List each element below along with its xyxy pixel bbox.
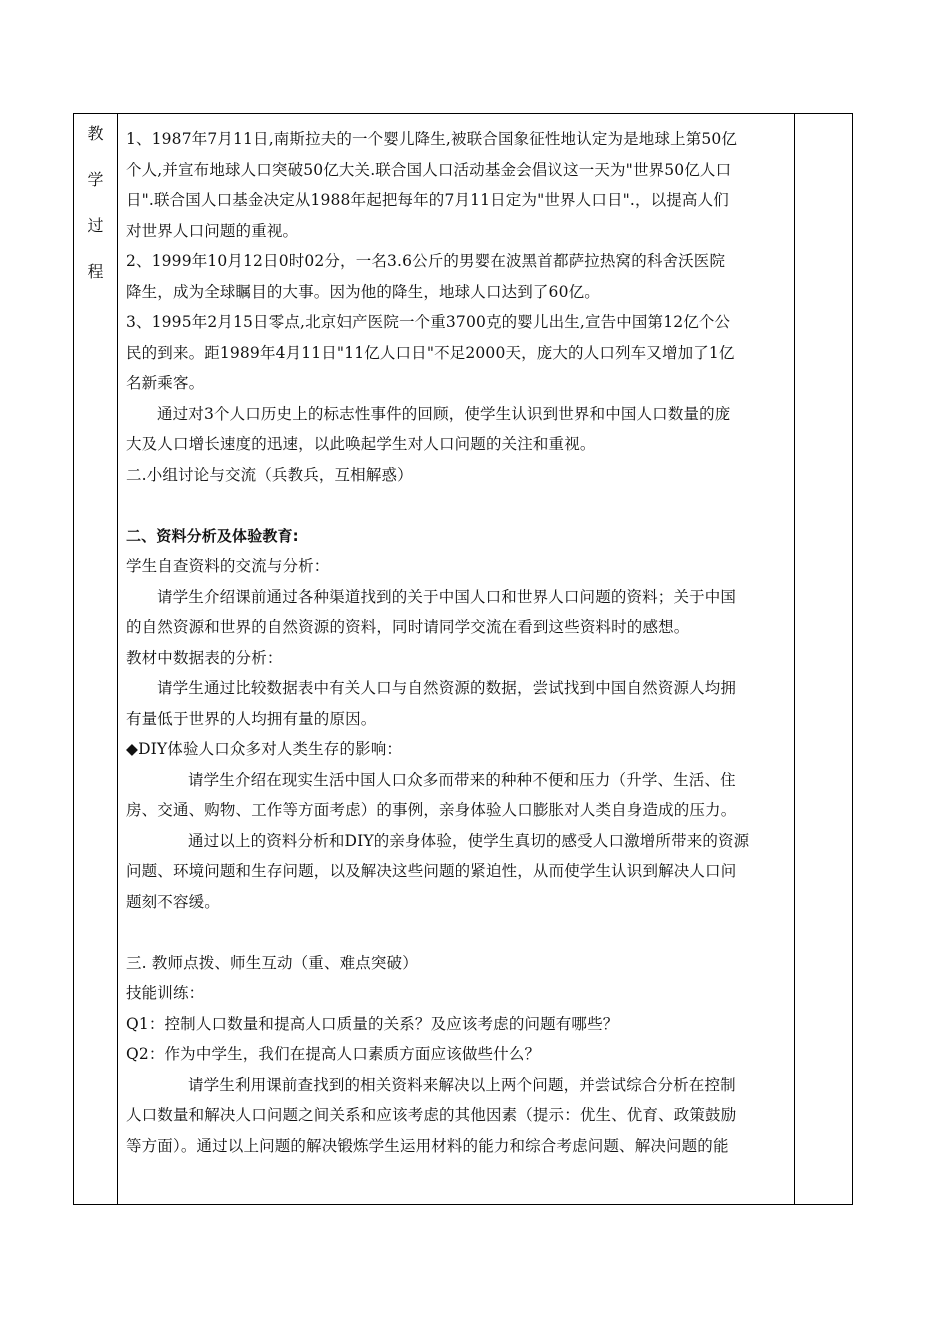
column-divider [117,114,118,1204]
text-line: 2、1999年10月12日0时02分，一名3.6公斤的男婴在波黑首都萨拉热窝的科舍沃医院 [126,252,726,270]
section-label [74,126,117,310]
text-line: 名新乘客。 [126,374,205,392]
text-line: 问题、环境问题和生存问题，以及解决这些问题的紧迫性，从而使学生认识到解决人口问 [126,862,737,880]
question-line: Q1：控制人口数量和提高人口质量的关系？及应该考虑的问题有哪些？ [126,1014,619,1033]
text-line: 通过对3个人口历史上的标志性事件的回顾，使学生认识到世界和中国人口数量的庞 [157,404,731,423]
text-line: 人口数量和解决人口问题之间关系和应该考虑的其他因素（提示：优生、优育、政策鼓励 [126,1106,737,1124]
text-line: 请学生通过比较数据表中有关人口与自然资源的数据，尝试找到中国自然资源人均拥 [157,679,737,697]
text-line: 通过以上的资料分析和DIY的亲身体验，使学生真切的感受人口激增所带来的资源 [188,831,750,850]
text-line: 降生，成为全球瞩目的大事。因为他的降生，地球人口达到了60亿。 [126,282,600,301]
text-line: 请学生介绍课前通过各种渠道找到的关于中国人口和世界人口问题的资料；关于中国 [157,587,737,606]
lesson-table [73,113,853,1205]
section-heading: 二、资料分析及体验教育: [126,526,299,545]
text-line: 对世界人口问题的重视。 [126,221,299,240]
label-char: 过 [87,216,104,235]
section-heading: 二.小组讨论与交流（兵教兵，互相解惑） [126,465,413,484]
text-line: 请学生利用课前查找到的相关资料来解决以上两个问题，并尝试综合分析在控制 [188,1075,736,1094]
section-heading: 三. 教师点拨、师生互动（重、难点突破） [126,953,418,972]
label-char: 教 [87,124,104,143]
text-line: 等方面）。通过以上问题的解决锻炼学生运用材料的能力和综合考虑问题、解决问题的能 [126,1136,729,1155]
teaching-process-content [126,124,790,1161]
label-char: 程 [87,262,104,281]
text-line: 1、1987年7月11日,南斯拉夫的一个婴儿降生,被联合国象征性地认定为是地球上第50亿 [126,130,738,148]
subheading: 学生自查资料的交流与分析： [126,557,330,575]
text-line: 房、交通、购物、工作等方面考虑）的事例，亲身体验人口膨胀对人类自身造成的压力。 [126,801,737,819]
text-line: 日".联合国人口基金决定从1988年起把每年的7月11日定为"世界人口日".，以提高人们 [126,191,729,209]
text-line: 大及人口增长速度的迅速，以此唤起学生对人口问题的关注和重视。 [126,435,596,453]
text-line: 3、1995年2月15日零点,北京妇产医院一个重3700克的婴儿出生,宣告中国第12亿个公 [126,313,731,331]
column-divider [794,114,795,1204]
text-line: 有量低于世界的人均拥有量的原因。 [126,709,377,728]
text-line: 请学生介绍在现实生活中国人口众多而带来的种种不便和压力（升学、生活、住 [188,770,736,789]
text-line: 题刻不容缓。 [126,892,220,911]
subheading: 教材中数据表的分析： [126,648,283,667]
text-line: 民的到来。距1989年4月11日"11亿人口日"不足2000天，庞大的人口列车又增加了1亿 [126,343,735,362]
subheading: 技能训练： [126,984,205,1002]
label-char: 学 [87,170,104,189]
subheading: ◆DIY体验人口众多对人类生存的影响： [126,740,403,758]
text-line: 个人,并宣布地球人口突破50亿大关.联合国人口活动基金会倡议这一天为"世界50亿人口 [126,160,732,179]
question-line: Q2：作为中学生，我们在提高人口素质方面应该做些什么？ [126,1045,541,1063]
text-line: 的自然资源和世界的自然资源的资料，同时请同学交流在看到这些资料时的感想。 [126,618,690,636]
